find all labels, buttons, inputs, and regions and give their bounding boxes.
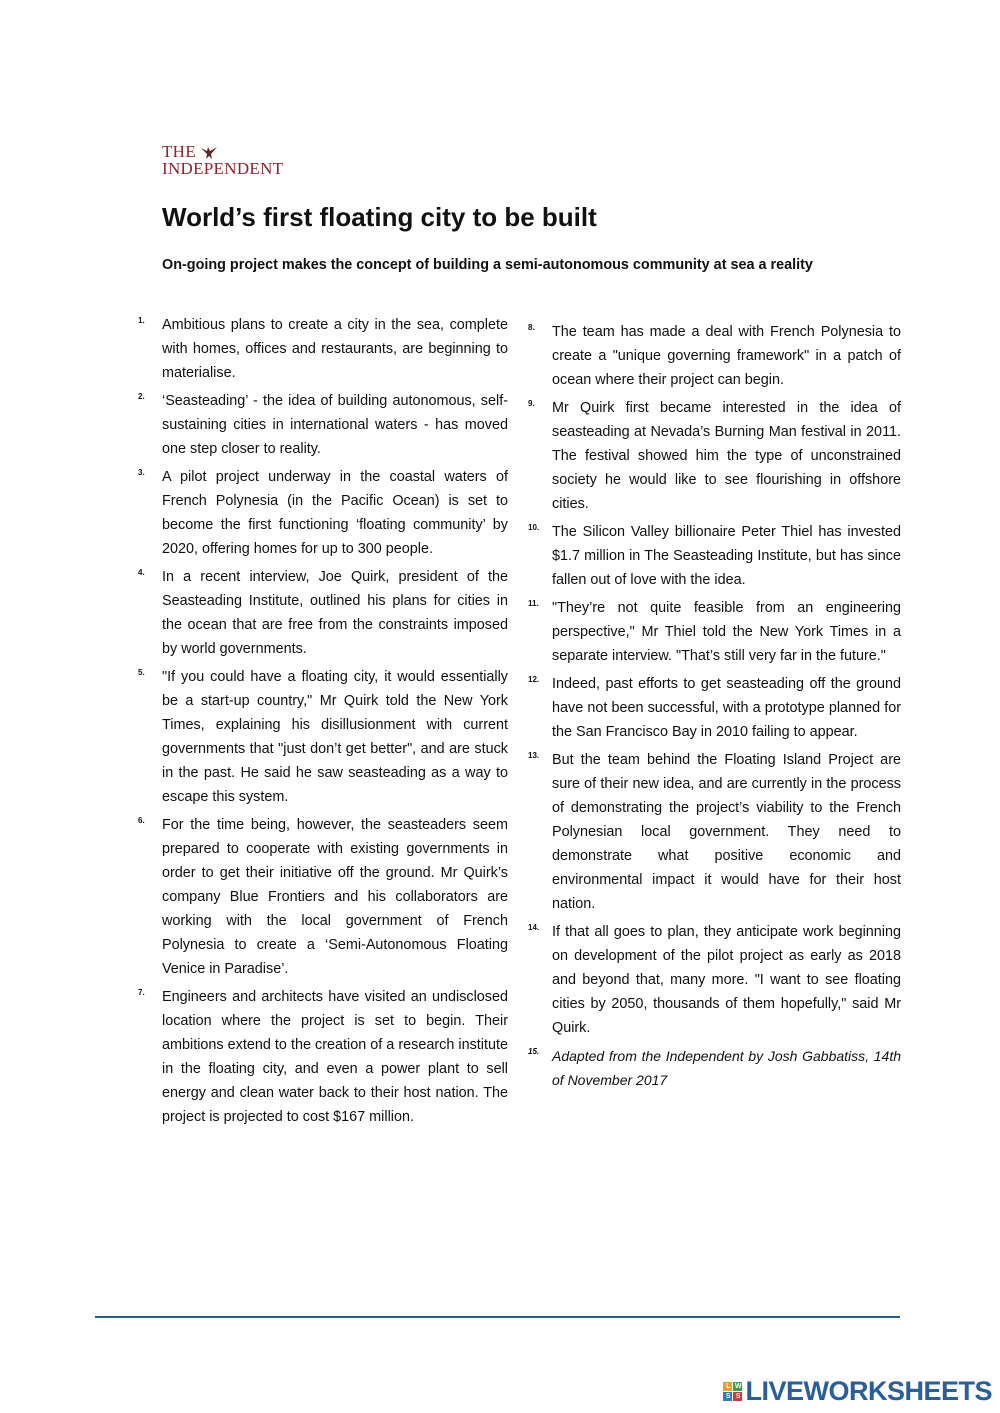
paragraph-4: 4. In a recent interview, Joe Quirk, president of the Seasteading Institute, outlined his plans for cities in the ocean that are free from the constraints imposed by world governments. <box>138 568 508 657</box>
paragraph-2: 2. ‘Seasteading’ - the idea of building autonomous, self-sustaining cities in international waters - has moved one step closer to reality. <box>138 392 508 457</box>
liveworksheets-icon: L W S S <box>723 1382 742 1401</box>
paragraph-15-citation: 15. Adapted from the Independent by Josh Gabbatiss, 14th of November 2017 <box>528 1047 901 1088</box>
paragraph-1: 1. Ambitious plans to create a city in the sea, complete with homes, offices and restaurants, are beginning to materialise. <box>138 316 508 381</box>
article-standfirst: On-going project makes the concept of building a semi-autonomous community at sea a reality <box>162 257 813 273</box>
paragraph-7: 7. Engineers and architects have visited an undisclosed location where the project is set to begin. Their ambitions extend to the creation of a research institute in the floating city, and even a power plant to sell energy and clean water back to their host nation. The project is projected to cost $167 million. <box>138 988 508 1125</box>
paragraph-14: 14. If that all goes to plan, they anticipate work beginning on development of the pilot project as early as 2018 and beyond that, many more. "I want to see floating cities by 2050, thousands of them hopefully," said Mr Quirk. <box>528 923 901 1036</box>
paragraph-13: 13. But the team behind the Floating Island Project are sure of their new idea, and are currently in the process of demonstrating the project’s viability to the French Polynesian local government. They need to demonstrate what positive economic and environmental impact it would have for their host nation. <box>528 751 901 912</box>
paragraph-5: 5. "If you could have a floating city, it would essentially be a start-up country," Mr Quirk told the New York Times, explaining his disillusionment with current governments that "just don’t get better", and are stuck in the past. He said he saw seasteading as a way to escape this system. <box>138 668 508 805</box>
paragraph-11: 11. "They’re not quite feasible from an engineering perspective," Mr Thiel told the New York Times in a separate interview. "That’s still very far in the future." <box>528 599 901 664</box>
liveworksheets-brand-text: LIVEWORKSHEETS <box>745 1376 992 1406</box>
paragraph-9: 9. Mr Quirk first became interested in the idea of seasteading at Nevada’s Burning Man festival in 2011. The festival showed him the type of unconstrained society he would like to see flourishing in offshore cities. <box>528 399 901 512</box>
masthead-line1: THE <box>162 142 196 161</box>
left-column <box>138 313 508 1133</box>
paragraph-12: 12. Indeed, past efforts to get seasteading off the ground have not been successful, with a prototype planned for the San Francisco Bay in 2010 failing to appear. <box>528 675 901 740</box>
masthead-logo <box>162 143 312 183</box>
paragraph-3: 3. A pilot project underway in the coastal waters of French Polynesia (in the Pacific Ocean) is set to become the first functioning ‘floating community’ by 2020, offering homes for up to 300 people. <box>138 468 508 557</box>
masthead-line2: INDEPENDENT <box>162 159 284 178</box>
right-column <box>528 320 901 1096</box>
footer-divider <box>95 1316 900 1318</box>
article-headline: World’s first floating city to be built <box>162 202 597 232</box>
liveworksheets-logo <box>723 1376 992 1407</box>
eagle-icon <box>199 144 219 160</box>
paragraph-10: 10. The Silicon Valley billionaire Peter Thiel has invested $1.7 million in The Seasteading Institute, but has since fallen out of love with the idea. <box>528 523 901 588</box>
paragraph-6: 6. For the time being, however, the seasteaders seem prepared to cooperate with existing governments in order to get their initiative off the ground. Mr Quirk’s company Blue Frontiers and his collaborators are working with the local government of French Polynesia to create a ‘Semi-Autonomous Floating Venice in Paradise’. <box>138 816 508 977</box>
paragraph-8: 8. The team has made a deal with French Polynesia to create a "unique governing framework" in a patch of ocean where their project can begin. <box>528 323 901 388</box>
